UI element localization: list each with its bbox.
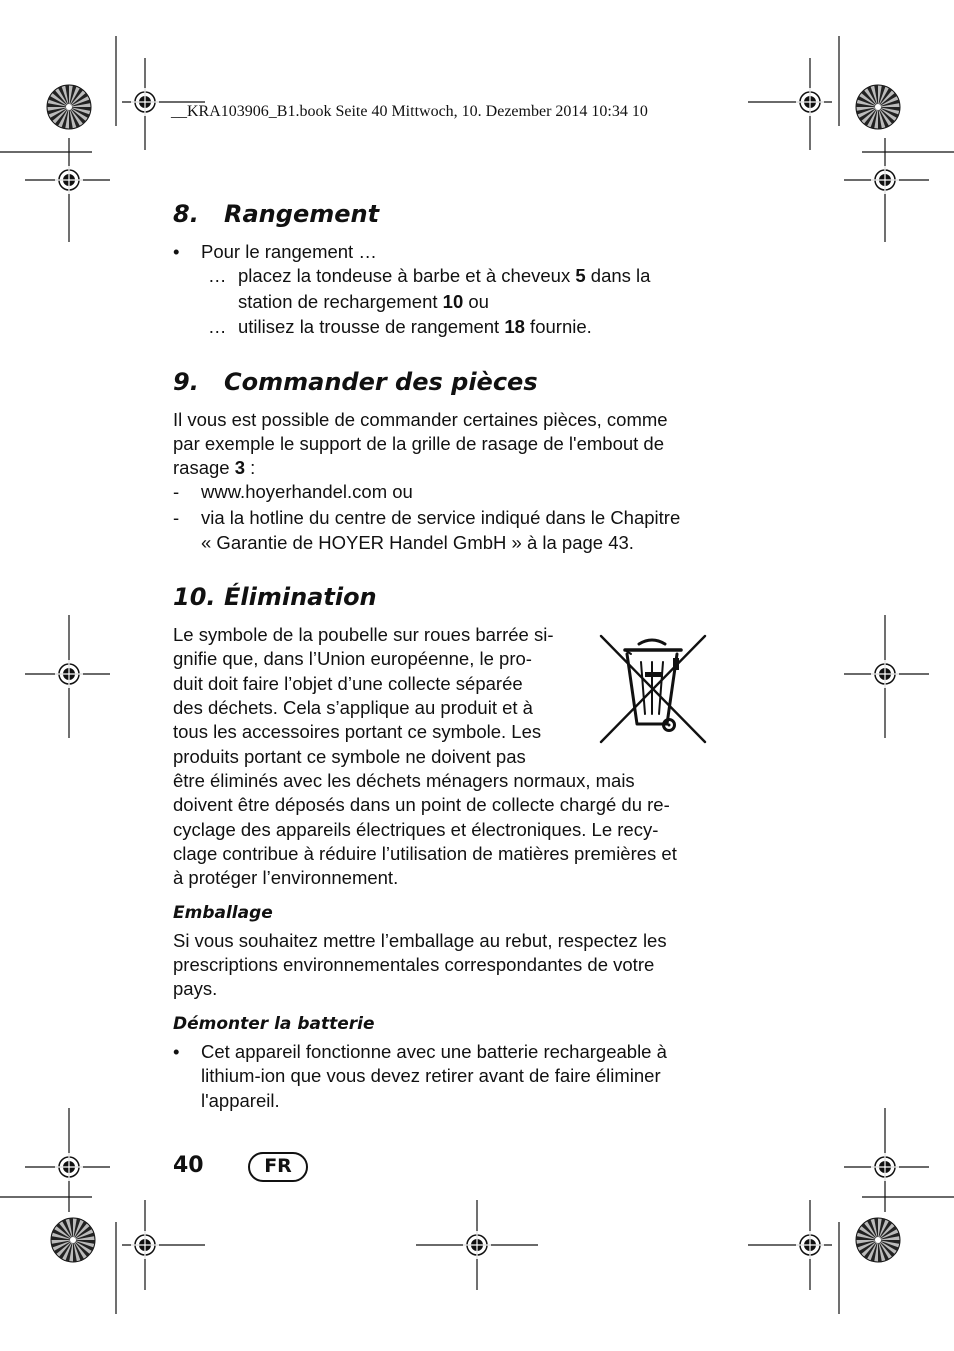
paragraph-line: par exemple le support de la grille de rasage de l'embout de [173, 433, 664, 454]
section-heading-rangement [173, 200, 379, 228]
registration-crosshair-icon [796, 1231, 824, 1259]
bullet-text: Cet appareil fonctionne avec une batterie rechargeable à [201, 1041, 667, 1062]
registration-crosshair-icon [871, 660, 899, 688]
registration-crosshair-icon [131, 1231, 159, 1259]
registration-crosshair-icon [55, 1153, 83, 1181]
option-ellipsis: … [208, 316, 227, 337]
section-title: Rangement [224, 200, 380, 228]
list-item-text: « Garantie de HOYER Handel GmbH » à la page 43. [201, 532, 634, 553]
section-heading-elimination [173, 583, 377, 611]
dash-mark: - [173, 481, 180, 502]
paragraph-line: cyclage des appareils électriques et électroniques. Le recy- [173, 819, 659, 840]
registration-crosshair-icon [871, 1153, 899, 1181]
dash-mark: - [173, 507, 180, 528]
paragraph-line: clage contribue à réduire l’utilisation de matières premières et [173, 843, 677, 864]
paragraph-line: Si vous souhaitez mettre l’emballage au rebut, respectez les [173, 930, 667, 951]
section-heading-commander [173, 368, 538, 396]
bullet-text: Pour le rangement … [201, 241, 377, 262]
paragraph-line: gnifie que, dans l’Union européenne, le pro- [173, 648, 532, 669]
option-ellipsis: … [208, 265, 227, 286]
registration-crosshair-icon [871, 166, 899, 194]
bullet-text: l'appareil. [201, 1090, 280, 1111]
crossed-out-wheelie-bin-icon [597, 632, 709, 746]
bullet-text: lithium-ion que vous devez retirer avant de faire éliminer [201, 1065, 661, 1086]
list-item-text: www.hoyerhandel.com ou [201, 481, 413, 502]
registration-crosshair-icon [55, 166, 83, 194]
page-number: 40 [173, 1153, 204, 1178]
section-number: 10. [173, 583, 216, 611]
subheading-emballage: Emballage [173, 903, 273, 923]
paragraph-line: duit doit faire l’objet d’une collecte séparée [173, 673, 523, 694]
list-item-text: via la hotline du centre de service indiqué dans le Chapitre [201, 507, 681, 528]
registration-crosshair-icon [131, 88, 159, 116]
bullet-mark: • [173, 241, 180, 262]
paragraph-line: Il vous est possible de commander certaines pièces, comme [173, 409, 668, 430]
starburst-color-target-icon [856, 85, 900, 129]
paragraph-line: Le symbole de la poubelle sur roues barrée si- [173, 624, 554, 645]
paragraph-line: tous les accessoires portant ce symbole. Les [173, 721, 542, 742]
paragraph-line: pays. [173, 978, 218, 999]
option-line: utilisez la trousse de rangement 18 fournie. [238, 316, 592, 337]
bullet-mark: • [173, 1041, 180, 1062]
registration-crosshair-icon [55, 660, 83, 688]
section-title: Élimination [224, 583, 377, 611]
section-title: Commander des pièces [224, 368, 538, 396]
paragraph-line: produits portant ce symbole ne doivent pas [173, 746, 526, 767]
section-number: 8. [173, 200, 199, 228]
starburst-color-target-icon [856, 1218, 900, 1262]
starburst-color-target-icon [47, 85, 91, 129]
language-badge: FR [248, 1152, 308, 1182]
option-line: placez la tondeuse à barbe et à cheveux 5 dans la [238, 265, 651, 286]
paragraph-line: être éliminés avec les déchets ménagers normaux, mais [173, 770, 635, 791]
registration-crosshair-icon [463, 1231, 491, 1259]
paragraph-line: prescriptions environnementales correspondantes de votre [173, 954, 655, 975]
paragraph-line: rasage 3 : [173, 457, 256, 478]
book-header: __KRA103906_B1.book Seite 40 Mittwoch, 10. Dezember 2014 10:34 10 [171, 103, 648, 120]
starburst-color-target-icon [51, 1218, 95, 1262]
option-line: station de rechargement 10 ou [238, 291, 489, 312]
paragraph-line: des déchets. Cela s’applique au produit et à [173, 697, 533, 718]
subheading-batterie: Démonter la batterie [173, 1014, 375, 1034]
registration-crosshair-icon [796, 88, 824, 116]
section-number: 9. [173, 368, 199, 396]
paragraph-line: à protéger l’environnement. [173, 867, 399, 888]
paragraph-line: doivent être déposés dans un point de collecte chargé du re- [173, 794, 670, 815]
